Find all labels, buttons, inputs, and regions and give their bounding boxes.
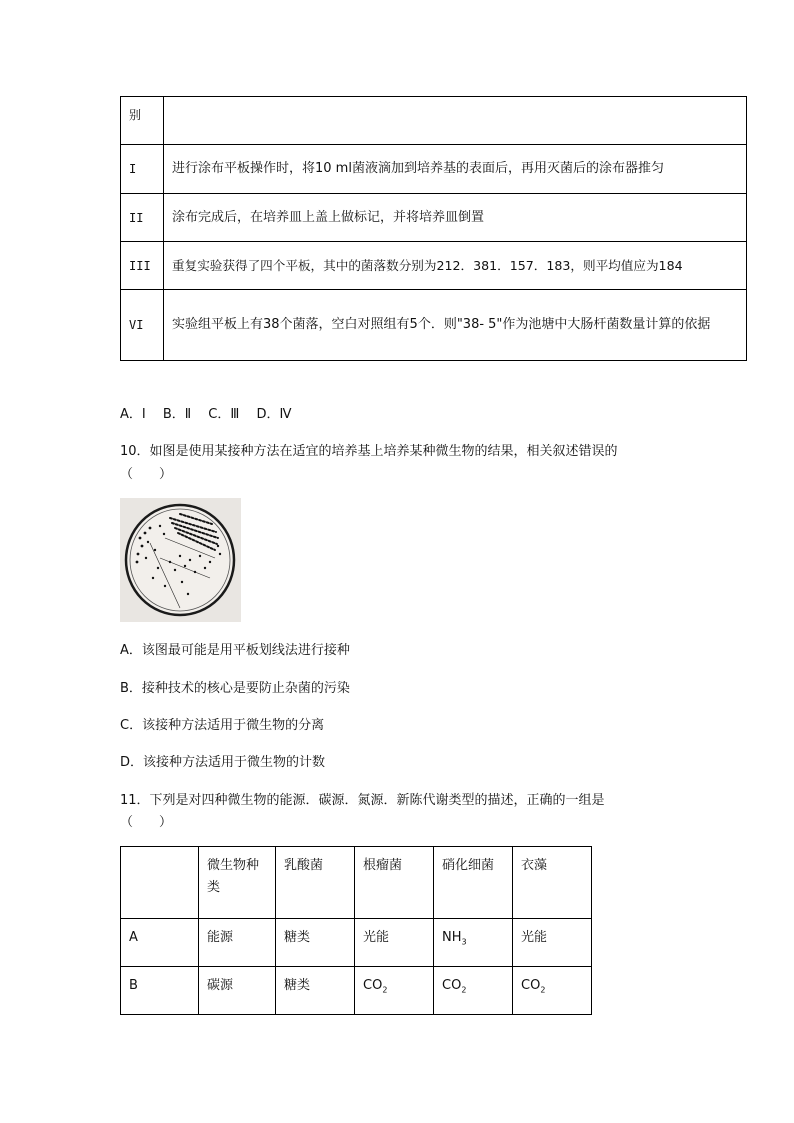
q10-paren: （ ） [120, 467, 173, 482]
formula-nh3: NH [442, 930, 462, 945]
q10-stem: 10．如图是使用某接种方法在适宜的培养基上培养某种微生物的结果，相关叙述错误的 [120, 444, 618, 459]
cell: 糖类 [276, 967, 355, 1015]
cell: 光能 [513, 919, 592, 967]
cell: 碳源 [199, 967, 276, 1015]
subscript: 3 [461, 937, 467, 947]
subscript: 2 [540, 985, 546, 995]
formula-co2: CO [521, 978, 541, 993]
cell: A [121, 919, 199, 967]
row-label: VI [121, 290, 164, 361]
header-cell: 根瘤菌 [355, 847, 434, 919]
petri-dish-image [120, 498, 241, 622]
row-label: 别 [121, 97, 164, 145]
row-text: 重复实验获得了四个平板，其中的菌落数分别为212．381．157．183，则平均值应为184 [164, 242, 747, 290]
row-text [164, 97, 747, 145]
q10-option-c: C．该接种方法适用于微生物的分离 [120, 718, 325, 733]
table-row [121, 919, 592, 967]
row-text: 实验组平板上有38个菌落，空白对照组有5个．则"38- 5"作为池塘中大肠杆菌数量计算的依据 [164, 290, 747, 361]
formula-co2: CO [363, 978, 383, 993]
header-cell: 微生物种类 [199, 847, 276, 919]
header-cell: 衣藻 [513, 847, 592, 919]
header-cell: 硝化细菌 [434, 847, 513, 919]
table-row [121, 242, 747, 290]
cell: B [121, 967, 199, 1015]
q10-option-d: D．该接种方法适用于微生物的计数 [120, 755, 326, 770]
cell [355, 967, 434, 1015]
cell [513, 967, 592, 1015]
cell [434, 919, 513, 967]
table-row [121, 194, 747, 242]
cell [434, 967, 513, 1015]
row-text: 涂布完成后，在培养皿上盖上做标记，并将培养皿倒置 [164, 194, 747, 242]
table-row [121, 145, 747, 194]
experiment-table [120, 96, 747, 361]
cell: 能源 [199, 919, 276, 967]
table-row [121, 290, 747, 361]
row-label: II [121, 194, 164, 242]
table-row [121, 967, 592, 1015]
q9-options: A．Ⅰ B．Ⅱ C．Ⅲ D．Ⅳ [120, 407, 292, 422]
q11-paren: （ ） [120, 815, 173, 830]
subscript: 2 [382, 985, 388, 995]
formula-co2: CO [442, 978, 462, 993]
q10-option-b: B．接种技术的核心是要防止杂菌的污染 [120, 681, 350, 696]
microbe-table [120, 846, 592, 1015]
cell: 糖类 [276, 919, 355, 967]
row-text: 进行涂布平板操作时，将10 ml菌液滴加到培养基的表面后，再用灭菌后的涂布器推匀 [164, 145, 747, 194]
table-row [121, 97, 747, 145]
table-header-row [121, 847, 592, 919]
header-cell: 乳酸菌 [276, 847, 355, 919]
row-label: III [121, 242, 164, 290]
subscript: 2 [461, 985, 467, 995]
q11-stem: 11．下列是对四种微生物的能源．碳源．氮源．新陈代谢类型的描述，正确的一组是 [120, 793, 605, 808]
row-label: I [121, 145, 164, 194]
header-cell [121, 847, 199, 919]
q10-option-a: A．该图最可能是用平板划线法进行接种 [120, 643, 350, 658]
cell: 光能 [355, 919, 434, 967]
